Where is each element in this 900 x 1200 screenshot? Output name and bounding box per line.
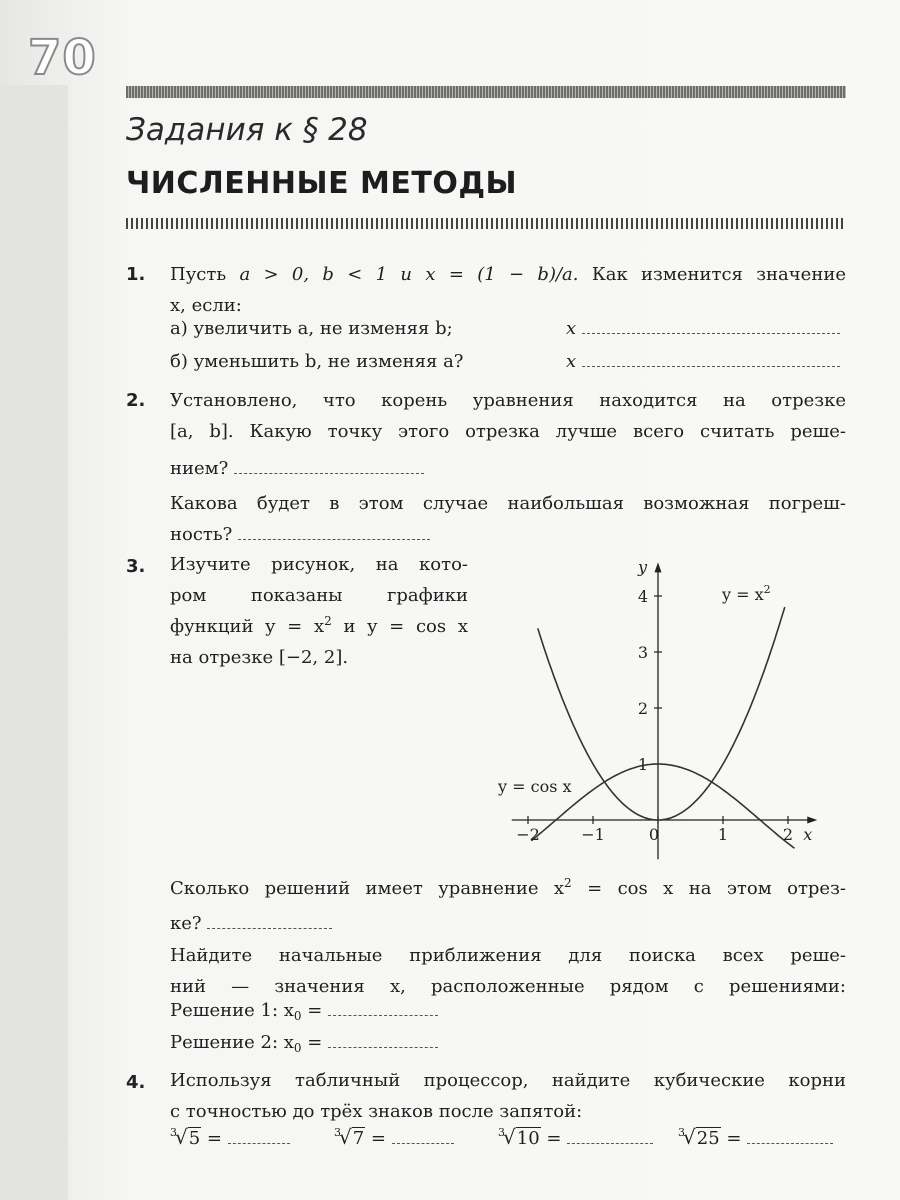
task-4-line-2: с точностью до трёх знаков после запятой:	[170, 1101, 583, 1122]
cube-root-10-expr	[498, 1122, 541, 1156]
x-tick-label: −1	[581, 825, 605, 844]
task-3-q1-line-2	[170, 904, 846, 940]
task-2-line-4: Какова будет в этом случае наибольшая возможная погреш-	[170, 493, 846, 514]
task-4	[170, 1065, 846, 1127]
solution-1-row	[170, 995, 438, 1026]
task-3-q1-text-end: = cos x на этом отрез-	[571, 878, 846, 899]
solution-1-sub: 0	[293, 1009, 302, 1023]
y-axis-label: y	[638, 557, 648, 577]
task-1a-label: а) увеличить a, не изменяя b;	[170, 318, 453, 339]
solution-1-answer-field[interactable]	[328, 999, 438, 1016]
task-3-func-1: функций y = x	[170, 616, 325, 637]
root-index: 3	[498, 1126, 505, 1139]
task-1-number: 1.	[126, 264, 146, 285]
function-graph	[470, 548, 850, 868]
task-1a-answer-field[interactable]	[582, 317, 840, 334]
task-4-number: 4.	[126, 1072, 146, 1093]
graph-labels	[497, 557, 812, 844]
root-arg: 10	[516, 1128, 540, 1149]
task-3-q1-word: ке?	[170, 913, 202, 934]
task-3-number: 3.	[126, 556, 146, 577]
parabola-label-exp: 2	[763, 583, 771, 596]
page-margin-strip	[0, 85, 68, 1200]
x-tick-label: −2	[516, 825, 540, 844]
root-eq: =	[201, 1128, 223, 1149]
graph-curves	[531, 607, 794, 848]
task-3-exp: 2	[324, 614, 332, 628]
root-eq: =	[365, 1128, 387, 1149]
task-2-answer-field-2[interactable]	[238, 523, 430, 540]
parabola-curve	[538, 607, 785, 820]
solution-2-sub: 0	[293, 1041, 302, 1055]
task-2-line-3	[170, 447, 846, 484]
task-1a-x: x	[566, 318, 577, 339]
cube-root-25-expr	[678, 1122, 721, 1156]
task-2-line-2: [a, b]. Какую точку этого отрезка лучше всего считать реше-	[170, 421, 846, 442]
task-4-line-1: Используя табличный процессор, найдите кубические корни	[170, 1070, 846, 1091]
task-1-text: Пусть	[170, 264, 240, 285]
cube-root-25	[678, 1122, 833, 1156]
root-arg: 5	[188, 1128, 201, 1149]
task-3-questions	[170, 873, 846, 1002]
task-2-number: 2.	[126, 390, 146, 411]
task-3-q1-exp: 2	[564, 876, 572, 890]
y-tick-label: 3	[637, 643, 648, 662]
graph-axes	[512, 562, 818, 859]
root-arg: 25	[696, 1128, 720, 1149]
task-2-line-5	[170, 519, 846, 550]
parabola-label: $y = x^2$	[722, 583, 771, 604]
task-3-q2-line-2: ний — значения x, расположенные рядом с решениями:	[170, 976, 846, 997]
y-axis-arrow-icon	[655, 562, 662, 572]
task-3-q1-text: Сколько решений имеет уравнение x	[170, 878, 565, 899]
task-3-func-2: и y = cos x	[331, 616, 468, 637]
solution-1-eq: =	[301, 1000, 323, 1021]
solution-1-label: Решение 1: x	[170, 1000, 294, 1021]
x-tick-label: 1	[717, 825, 729, 844]
solution-2-eq: =	[301, 1032, 323, 1053]
solution-2-answer-field[interactable]	[328, 1031, 438, 1048]
task-1b-answer-field[interactable]	[582, 350, 840, 367]
cube-root-7-expr	[334, 1122, 365, 1156]
task-1-line-2: x, если:	[170, 295, 242, 316]
task-3-q1-line-1	[170, 873, 846, 904]
y-tick-label: 4	[637, 587, 648, 606]
task-3-q2-line-1: Найдите начальные приближения для поиска всех реше-	[170, 945, 846, 966]
radical-icon: √	[503, 1125, 516, 1149]
cube-root-5-answer-field[interactable]	[228, 1127, 290, 1144]
x-tick-label: 2	[782, 825, 794, 844]
header-rule	[126, 86, 846, 98]
task-2	[170, 385, 846, 550]
chapter-title: ЧИСЛЕННЫЕ МЕТОДЫ	[126, 166, 518, 201]
task-3-line-4: на отрезке [−2, 2].	[170, 647, 349, 668]
task-1-line-1	[170, 259, 846, 290]
title-separator	[126, 218, 846, 229]
root-eq: =	[540, 1128, 562, 1149]
cosine-label: y = cos x	[498, 777, 572, 796]
root-index: 3	[334, 1126, 341, 1139]
cube-root-5-expr	[170, 1122, 201, 1156]
page-number: 70	[28, 30, 97, 86]
cube-root-10-answer-field[interactable]	[567, 1127, 653, 1144]
task-1	[170, 259, 846, 321]
task-2-question-1: нием?	[170, 458, 229, 479]
cube-root-7	[334, 1122, 454, 1156]
x-tick-label: 0	[648, 825, 660, 844]
task-1-condition: a > 0, b < 1 и x = (1 − b)/a.	[239, 264, 579, 285]
task-3-line-1: Изучите рисунок, на кото-	[170, 554, 468, 575]
task-1b-var	[566, 346, 840, 377]
radical-icon: √	[339, 1125, 352, 1149]
section-title: Задания к § 28	[126, 112, 368, 148]
task-2-line-1: Установлено, что корень уравнения находится на отрезке	[170, 390, 846, 411]
cube-root-25-answer-field[interactable]	[747, 1127, 833, 1144]
cube-root-10	[498, 1122, 653, 1156]
root-index: 3	[170, 1126, 177, 1139]
task-3-intro	[170, 549, 468, 673]
radical-icon: √	[175, 1125, 188, 1149]
task-2-answer-field-1[interactable]	[234, 457, 424, 474]
y-tick-label: 2	[637, 699, 648, 718]
task-2-question-2: ность?	[170, 524, 233, 545]
cube-root-5	[170, 1122, 290, 1156]
task-1a-var	[566, 313, 840, 344]
task-1b-x: x	[566, 351, 577, 372]
cube-root-7-answer-field[interactable]	[392, 1127, 454, 1144]
task-1-question: Как изменится значение	[578, 264, 846, 285]
x-axis-label: x	[803, 825, 813, 844]
root-eq: =	[720, 1128, 742, 1149]
task-3-line-2: ром показаны графики	[170, 585, 468, 606]
y-tick-label: 1	[637, 755, 648, 774]
x-axis-arrow-icon	[807, 817, 817, 824]
task-3-count-answer-field[interactable]	[207, 912, 332, 929]
task-3-line-3	[170, 611, 468, 642]
radical-icon: √	[683, 1125, 696, 1149]
root-index: 3	[678, 1126, 685, 1139]
root-arg: 7	[352, 1128, 365, 1149]
solution-2-label: Решение 2: x	[170, 1032, 294, 1053]
task-1b-label: б) уменьшить b, не изменяя a?	[170, 351, 464, 372]
solution-2-row	[170, 1027, 438, 1058]
